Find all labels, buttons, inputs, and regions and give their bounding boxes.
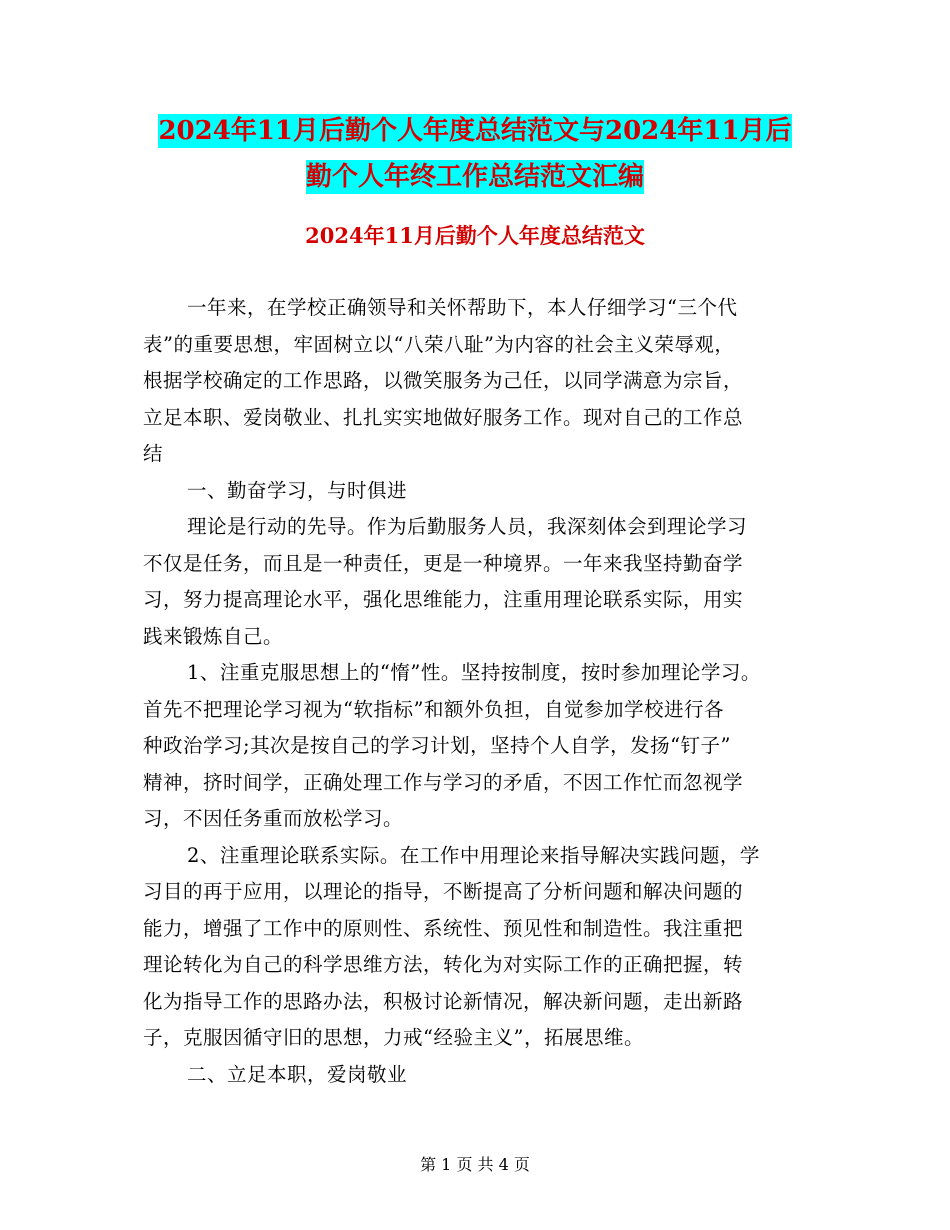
document-title-line-1 — [0, 106, 950, 156]
paragraph-line: 理论是行动的先导。作为后勤服务人员，我深刻体会到理论学习 — [187, 515, 748, 538]
heading-line: 二、立足本职，爱岗敬业 — [187, 1062, 408, 1086]
paragraph-line: 不仅是任务，而且是一种责任，更是一种境界。一年来我坚持勤奋学 — [143, 551, 744, 575]
paragraph-line: 首先不把理论学习视为“软指标”和额外负担，自觉参加学校进行各 — [143, 697, 724, 721]
paragraph-line: 精神，挤时间学，正确处理工作与学习的矛盾，不因工作忙而忽视学 — [143, 770, 744, 794]
paragraph-line: 种政治学习;其次是按自己的学习计划，坚持个人自学，发扬“钉子” — [143, 734, 732, 757]
paragraph-line: 结 — [143, 442, 164, 465]
body-text — [143, 290, 823, 1093]
paragraph-line: 1、注重克服思想上的“惰”性。坚持按制度，按时参加理论学习。 — [187, 661, 761, 684]
heading-line: 一、勤奋学习，与时俱进 — [187, 478, 408, 502]
title-highlight-2: 勤个人年终工作总结范文汇编 — [305, 162, 644, 192]
paragraph-line: 表”的重要思想，牢固树立以“八荣八耻”为内容的社会主义荣辱观， — [143, 332, 735, 356]
paragraph-line: 习，不因任务重而放松学习。 — [143, 807, 404, 830]
paragraph-line: 能力，增强了工作中的原则性、系统性、预见性和制造性。我注重把 — [143, 916, 744, 940]
section-title: 2024年11月后勤个人年度总结范文 — [305, 223, 645, 248]
paragraph-line: 践来锻炼自己。 — [143, 624, 284, 648]
paragraph-line: 化为指导工作的思路办法，积极讨论新情况，解决新问题，走出新路 — [143, 989, 744, 1013]
paragraph-line: 理论转化为自己的科学思维方法，转化为对实际工作的正确把握，转 — [143, 953, 744, 976]
document-title-line-2 — [0, 152, 950, 202]
paragraph-line: 2、注重理论联系实际。在工作中用理论来指导解决实践问题，学 — [187, 843, 760, 867]
paragraph-line: 子，克服因循守旧的思想，力戒“经验主义”，拓展思维。 — [143, 1026, 644, 1049]
title-highlight-1: 2024年11月后勤个人年度总结范文与2024年11月后 — [158, 116, 792, 146]
paragraph-line: 习，努力提高理论水平，强化思维能力，注重用理论联系实际，用实 — [143, 588, 744, 611]
paragraph-line: 习目的再于应用，以理论的指导，不断提高了分析问题和解决问题的 — [143, 880, 744, 903]
page-footer: 第 1 页 共 4 页 — [420, 1155, 530, 1174]
paragraph-line: 立足本职、爱岗敬业、扎扎实实地做好服务工作。现对自己的工作总 — [143, 405, 744, 429]
paragraph-line: 根据学校确定的工作思路，以微笑服务为己任，以同学满意为宗旨， — [143, 369, 744, 392]
paragraph-line: 一年来，在学校正确领导和关怀帮助下，本人仔细学习“三个代 — [187, 296, 738, 319]
